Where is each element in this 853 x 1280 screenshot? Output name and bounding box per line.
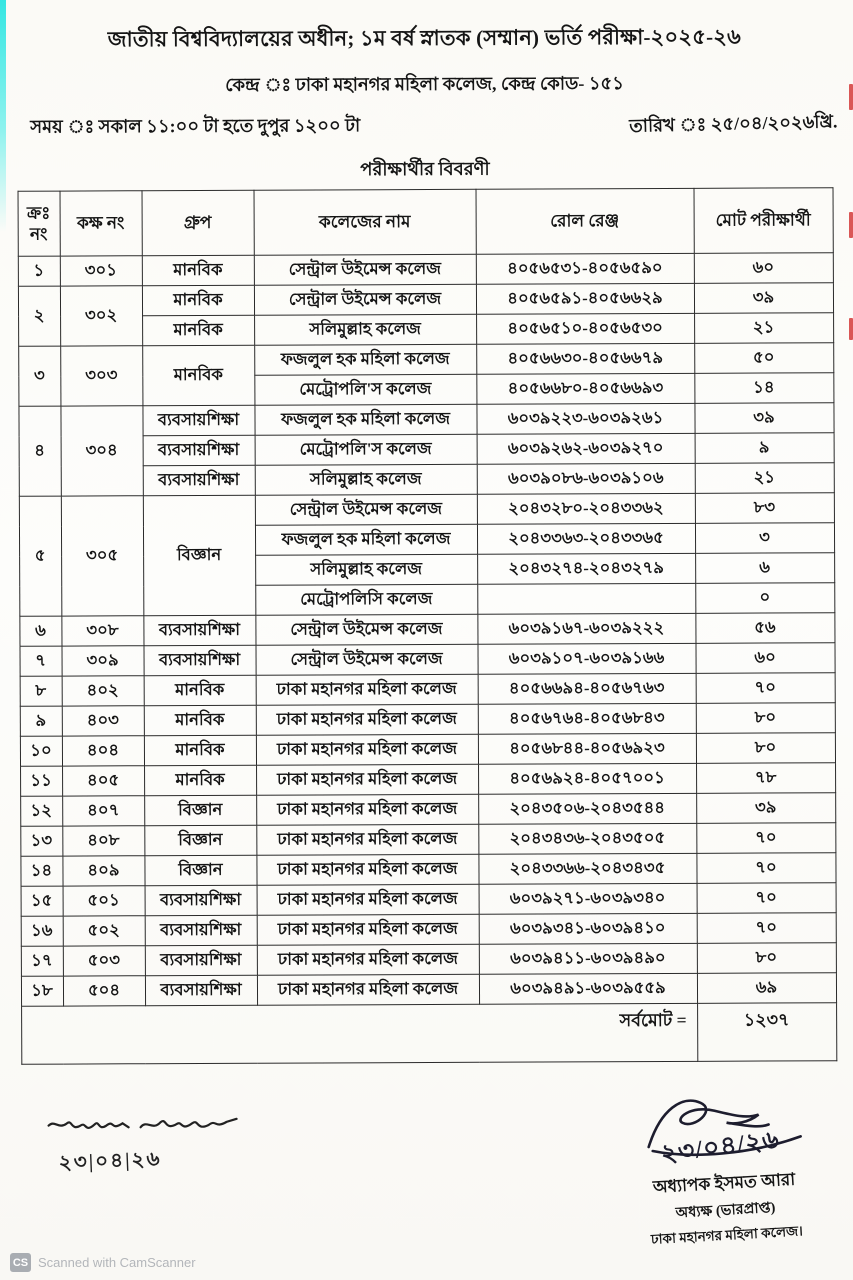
college-cell: সেন্ট্রাল উইমেন্স কলেজ [255,644,477,675]
count-cell: ৩৯ [694,283,833,314]
room-cell: ৪০৪ [62,736,144,766]
count-cell: ৭৮ [696,763,835,794]
count-cell: ২১ [695,463,834,494]
room-cell: ৪০৯ [62,856,144,886]
roll-range-cell: ৪০৫৬৮৪৪-৪০৫৬৯২৩ [478,733,696,764]
table-row [18,343,833,377]
room-cell: ৫০২ [63,916,145,946]
serial-cell: ১৫ [21,886,63,916]
serial-cell: ১৪ [20,856,62,886]
right-signature-date: ২৩/০৪/২৬ [659,1126,782,1169]
camscanner-watermark [10,1253,196,1272]
serial-cell: ১২ [20,796,62,826]
table-row [18,283,833,317]
roll-range-cell: ৬০৩৯৪১১-৬০৩৯৪৯০ [479,943,697,974]
room-cell: ৪০৩ [62,706,144,736]
table-row [18,253,833,287]
roll-range-cell: ২০৪৩৪৩৬-২০৪৩৫০৫ [478,823,696,854]
roll-range-cell: ৬০৩৯৪৯১-৬০৩৯৫৫৯ [479,973,697,1004]
roll-range-cell: ৬০৩৯২৬২-৬০৩৯২৭০ [477,433,695,464]
count-cell: ৩৯ [696,793,835,824]
grand-total-value: ১২৩৭ [697,1003,836,1062]
college-cell: ঢাকা মহানগর মহিলা কলেজ [256,854,478,885]
table-row [18,403,833,437]
serial-cell: ১১ [20,766,62,796]
count-cell: ৮০ [697,943,836,974]
serial-cell: ২ [18,286,60,346]
group-cell: মানবিক [144,735,256,765]
college-cell: সলিমুল্লাহ কলেজ [255,554,477,585]
room-cell: ৪০৫ [62,766,144,796]
count-cell: ৩৯ [694,403,833,434]
serial-cell: ৫ [19,496,62,616]
roll-range-cell: ৬০৩৯০৮৬-৬০৩৯১০৬ [477,463,695,494]
exam-date: তারিখ ঃ ২৫/০৪/২০২৬খ্রি. [628,111,838,136]
group-cell: ব্যবসায়শিক্ষা [145,915,257,945]
roll-range-cell: ৬০৩৯১৬৭-৬০৩৯২২২ [477,613,695,644]
grand-total-row [21,1003,836,1065]
center-info-line: কেন্দ্র ঃ ঢাকা মহানগর মহিলা কলেজ, কেন্দ্র কোড- ১৫১ [225,73,624,95]
roll-range-cell: ৪০৫৬৬৮০-৪০৫৬৬৯৩ [476,373,694,404]
serial-cell: ৪ [18,406,60,496]
table-row [20,673,835,707]
serial-cell: ৭ [19,646,61,676]
group-cell: মানবিক [142,285,254,315]
count-cell: ২১ [694,313,833,344]
left-signature-date: ২৩|০৪|২৬ [58,1148,162,1175]
count-cell: ৬ [695,553,834,584]
roll-range-cell: ২০৪৩২৭৪-২০৪৩২৭৯ [477,553,695,584]
count-cell: ০ [695,583,834,614]
count-cell: ৬০ [694,253,833,284]
room-cell: ৩০৯ [61,646,143,676]
col-header-roll-range: রোল রেঞ্জ [476,188,694,254]
room-cell: ৩০১ [60,256,142,286]
room-cell: ৩০৮ [61,616,143,646]
count-cell: ৭০ [696,673,835,704]
serial-cell: ৩ [18,346,60,406]
roll-range-cell: ৬০৩৯২৭১-৬০৩৯৩৪০ [479,883,697,914]
roll-range-cell: ৪০৫৬৯২৪-৪০৫৭০০১ [478,763,696,794]
group-cell: বিজ্ঞান [144,795,256,825]
college-cell: ঢাকা মহানগর মহিলা কলেজ [257,974,479,1005]
table-row [21,973,836,1007]
col-header-room: কক্ষ নং [60,191,142,256]
group-cell: ব্যবসায়শিক্ষা [143,465,255,495]
roll-range-cell: ২০৪৩৫০৬-২০৪৩৫৪৪ [478,793,696,824]
college-cell: সলিমুল্লাহ কলেজ [255,464,477,495]
college-cell: ঢাকা মহানগর মহিলা কলেজ [257,914,479,945]
exam-time: সময় ঃ সকাল ১১:০০ টা হতে দুপুর ১২০০ টা [30,115,361,137]
serial-cell: ১০ [20,736,62,766]
table-row [21,913,836,947]
count-cell: ৩ [695,523,834,554]
time-date-row [0,109,851,144]
serial-cell: ১ [18,256,60,286]
room-cell: ৩০২ [60,286,142,346]
group-cell: মানবিক [142,255,254,285]
college-cell: ফজলুল হক মহিলা কলেজ [254,344,476,375]
group-cell: ব্যবসায়শিক্ষা [145,945,257,975]
exam-seating-table [17,187,837,1065]
stamp-college: ঢাকা মহানগর মহিলা কলেজ। [650,1223,804,1247]
table-row [20,793,835,827]
col-header-serial: ক্রঃ নং [18,191,60,256]
count-cell: ৭০ [697,913,836,944]
col-header-college: কলেজের নাম [254,189,476,255]
table-row [19,493,834,527]
roll-range-cell: ৪০৫৬৬৩০-৪০৫৬৬৭৯ [476,343,694,374]
table-row [21,943,836,977]
table-row [19,613,834,647]
room-cell: ৫০৪ [63,976,145,1006]
group-cell: বিজ্ঞান [144,855,256,885]
roll-range-cell: ২০৪৩৩৬৬-২০৪৩৪৩৫ [478,853,696,884]
count-cell: ৬০ [695,643,834,674]
col-header-group: গ্রুপ [142,190,254,255]
room-cell: ৩০৪ [60,406,142,496]
table-row [19,643,834,677]
right-signature-block [602,1088,847,1247]
principal-stamp [601,1164,850,1255]
college-cell: ঢাকা মহানগর মহিলা কলেজ [256,824,478,855]
left-signature-block [45,1109,265,1178]
group-cell: ব্যবসায়শিক্ষা [143,435,255,465]
college-cell: ঢাকা মহানগর মহিলা কলেজ [256,674,478,705]
table-row [20,853,835,887]
exam-table-body [18,253,836,1007]
roll-range-cell: ৬০৩৯১০৭-৬০৩৯১৬৬ [477,643,695,674]
group-cell: ব্যবসায়শিক্ষা [143,615,255,645]
room-cell: ৫০৩ [63,946,145,976]
room-cell: ৩০৩ [60,346,142,406]
table-row [20,733,835,767]
group-cell: মানবিক [144,765,256,795]
room-cell: ৪০৮ [62,826,144,856]
grand-total-label: সর্বমোট = [21,1003,697,1064]
count-cell: ৭০ [696,853,835,884]
count-cell: ৮০ [696,703,835,734]
group-cell: মানবিক [142,345,254,405]
college-cell: ঢাকা মহানগর মহিলা কলেজ [256,764,478,795]
count-cell: ৯ [695,433,834,464]
college-cell: সেন্ট্রাল উইমেন্স কলেজ [255,614,477,645]
group-cell: ব্যবসায়শিক্ষা [145,975,257,1005]
room-cell: ৩০৫ [61,496,144,616]
count-cell: ৭০ [696,823,835,854]
scan-edge-artifact-cyan [0,0,6,232]
group-cell: মানবিক [144,705,256,735]
table-row [20,763,835,797]
college-cell: ঢাকা মহানগর মহিলা কলেজ [256,794,478,825]
group-cell: ব্যবসায়শিক্ষা [142,405,254,435]
serial-cell: ১৮ [21,976,63,1006]
room-cell: ৪০২ [62,676,144,706]
table-row [21,883,836,917]
roll-range-cell: ৬০৩৯৩৪১-৬০৩৯৪১০ [479,913,697,944]
college-cell: ফজলুল হক মহিলা কলেজ [254,404,476,435]
room-cell: ৫০১ [63,886,145,916]
count-cell: ৮৩ [695,493,834,524]
count-cell: ১৪ [694,373,833,404]
college-cell: মেট্রোপলি'স কলেজ [254,374,476,405]
handwritten-signature-left [45,1109,255,1144]
room-cell: ৪০৭ [62,796,144,826]
college-cell: ঢাকা মহানগর মহিলা কলেজ [257,884,479,915]
count-cell: ৮০ [696,733,835,764]
group-cell: বিজ্ঞান [144,825,256,855]
count-cell: ৬৯ [697,973,836,1004]
group-cell: বিজ্ঞান [143,495,256,615]
serial-cell: ১৭ [21,946,63,976]
table-row [20,823,835,857]
stamp-name: অধ্যাপক ইসমত আরা [652,1169,796,1197]
college-cell: সেন্ট্রাল উইমেন্স কলেজ [254,254,476,285]
college-cell: সেন্ট্রাল উইমেন্স কলেজ [255,494,477,525]
college-cell: মেট্রোপলি'স কলেজ [255,434,477,465]
roll-range-cell: ৬০৩৯২২৩-৬০৩৯২৬১ [476,403,694,434]
serial-cell: ১৬ [21,916,63,946]
group-cell: মানবিক [144,675,256,705]
serial-cell: ৯ [20,706,62,736]
table-header-row [18,188,833,257]
count-cell: ৫০ [694,343,833,374]
group-cell: মানবিক [142,315,254,345]
document-title: জাতীয় বিশ্ববিদ্যালয়ের অধীন; ১ম বর্ষ স্নাতক (সম্মান) ভর্তি পরীক্ষা-২০২৫-২৬ [107,24,741,52]
roll-range-cell [477,583,695,614]
stamp-designation: অধ্যক্ষ (ভারপ্রাপ্ত) [675,1199,776,1222]
college-cell: মেট্রোপলিসি কলেজ [255,584,477,615]
group-cell: ব্যবসায়শিক্ষা [143,645,255,675]
college-cell: ঢাকা মহানগর মহিলা কলেজ [257,944,479,975]
roll-range-cell: ২০৪৩৩৬৩-২০৪৩৩৬৫ [477,523,695,554]
roll-range-cell: ৪০৫৬৭৬৪-৪০৫৬৮৪৩ [478,703,696,734]
group-cell: ব্যবসায়শিক্ষা [145,885,257,915]
camscanner-icon: CS [10,1253,31,1272]
college-cell: সেন্ট্রাল উইমেন্স কলেজ [254,284,476,315]
serial-cell: ৮ [20,676,62,706]
table-row [20,703,835,737]
serial-cell: ১৩ [20,826,62,856]
college-cell: সলিমুল্লাহ কলেজ [254,314,476,345]
camscanner-text: Scanned with CamScanner [38,1255,196,1270]
college-cell: ঢাকা মহানগর মহিলা কলেজ [256,704,478,735]
roll-range-cell: ৪০৫৬৫৯১-৪০৫৬৬২৯ [476,283,694,314]
serial-cell: ৬ [19,616,61,646]
count-cell: ৫৬ [695,613,834,644]
table-title: পরীক্ষার্থীর বিবরণী [360,158,490,180]
col-header-total: মোট পরীক্ষার্থী [694,188,833,254]
roll-range-cell: ২০৪৩২৮০-২০৪৩৩৬২ [477,493,695,524]
scan-edge-artifact-red-2 [849,212,853,238]
roll-range-cell: ৪০৫৬৫১০-৪০৫৬৫৩০ [476,313,694,344]
scan-edge-artifact-red-1 [849,84,853,110]
college-cell: ফজলুল হক মহিলা কলেজ [255,524,477,555]
roll-range-cell: ৪০৫৬৫৩১-৪০৫৬৫৯০ [476,253,694,284]
college-cell: ঢাকা মহানগর মহিলা কলেজ [256,734,478,765]
roll-range-cell: ৪০৫৬৬৯৪-৪০৫৬৭৬৩ [478,673,696,704]
scan-edge-artifact-red-3 [849,318,853,340]
count-cell: ৭০ [697,883,836,914]
